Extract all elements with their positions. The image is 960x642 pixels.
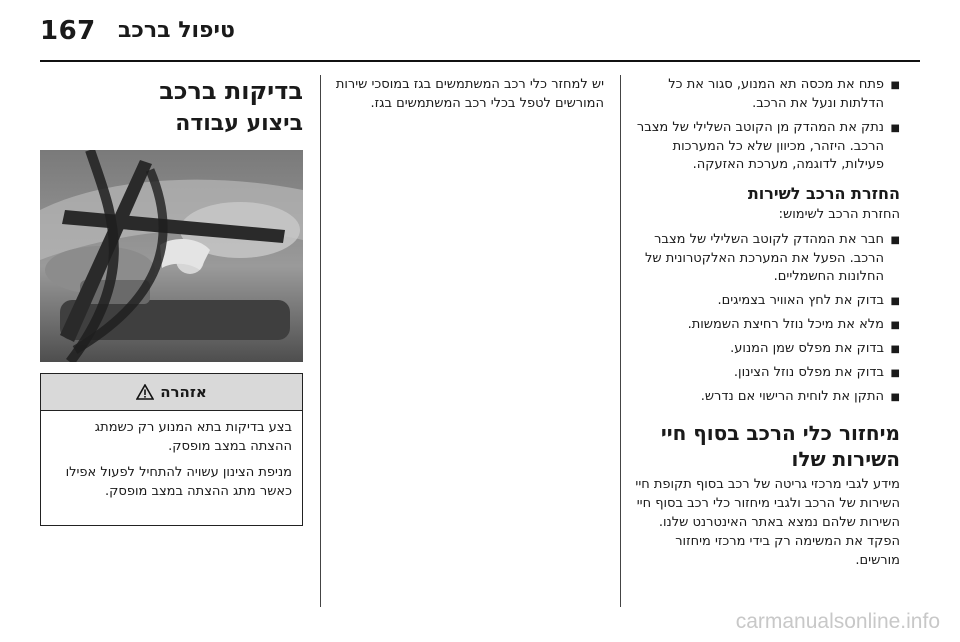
column-divider-left [320,75,321,607]
list-item: ■ בדוק את מפלס נוזל הצינון. [628,364,900,383]
engine-bay-illustration [40,150,303,362]
recycling-text: מידע לגבי מרכזי גריטה של רכב בסוף תקופת חיי השירות של הרכב ולגבי מיחזור כלי רכב בסוף חיי השירות שלהם נמצא באתר האינטרנט שלנו. הפקד את המשימה רק בידי מרכזי מיחזור מורשים. [635,477,900,568]
recycling-heading: מיחזור כלי הרכב בסוף חיי השירות שלו [660,421,900,472]
list-item: ■ נתק את המהדק מן הקוטב השלילי של מצבר הרכב. היזהר, מכיוון שלא כל המערכות פעילות, לדוגמה, מערכת האזעקה. [628,119,900,176]
site-watermark: carmanualsonline.info [735,610,940,633]
bullet-list-top [628,76,900,175]
middle-column [330,76,604,120]
header-rule [40,60,920,62]
warning-triangle-icon [136,384,154,400]
engine-bay-photo [40,150,303,362]
bullet-list-reconnect [628,231,900,407]
column-divider-right [620,75,621,607]
warning-box [40,373,303,526]
list-item: ■ בדוק את מפלס שמן המנוע. [628,340,900,359]
left-column [40,76,303,139]
section-subtitle: ביצוע עבודה [175,111,303,136]
list-item: ■ מלא את מיכל נוזל רחיצת השמשות. [628,316,900,335]
list-item: ■ פתח את מכסה תא המנוע, סגור את כל הדלתות ונעל את הרכב. [628,76,900,114]
list-item: ■ חבר את המהדק לקוטב השלילי של מצבר הרכב. הפעל את המערכת האלקטרונית של החלונות החשמליים. [628,231,900,288]
reconnect-intro: החזרת הרכב לשימוש: [778,206,900,222]
list-item: ■ התקן את לוחית הרישוי אם נדרש. [628,388,900,407]
gas-vehicle-text: יש למחזר כלי רכב המשתמשים בגז במוסכי שירות המורשים לטפל בכלי רכב המשתמשים בגז. [335,77,604,111]
reconnect-heading: החזרת הרכב לשירות [747,184,900,204]
running-title: טיפול ברכב [118,18,235,43]
list-item: ■ בדוק את לחץ האוויר בצמיגים. [628,292,900,311]
section-title: בדיקות ברכב [159,77,303,105]
page-header [40,14,920,52]
warning-header [41,374,302,411]
page-number: 167 [40,16,96,46]
warning-paragraph: בצע בדיקות בתא המנוע רק כשמתג ההצתה במצב מופסק. [94,420,292,454]
warning-paragraph: מניפת הצינון עשויה להתחיל לפעול אפילו כאשר מתג ההצתה במצב מופסק. [65,464,292,499]
warning-label: אזהרה [160,383,207,401]
right-column [628,76,900,577]
warning-body [41,411,302,501]
